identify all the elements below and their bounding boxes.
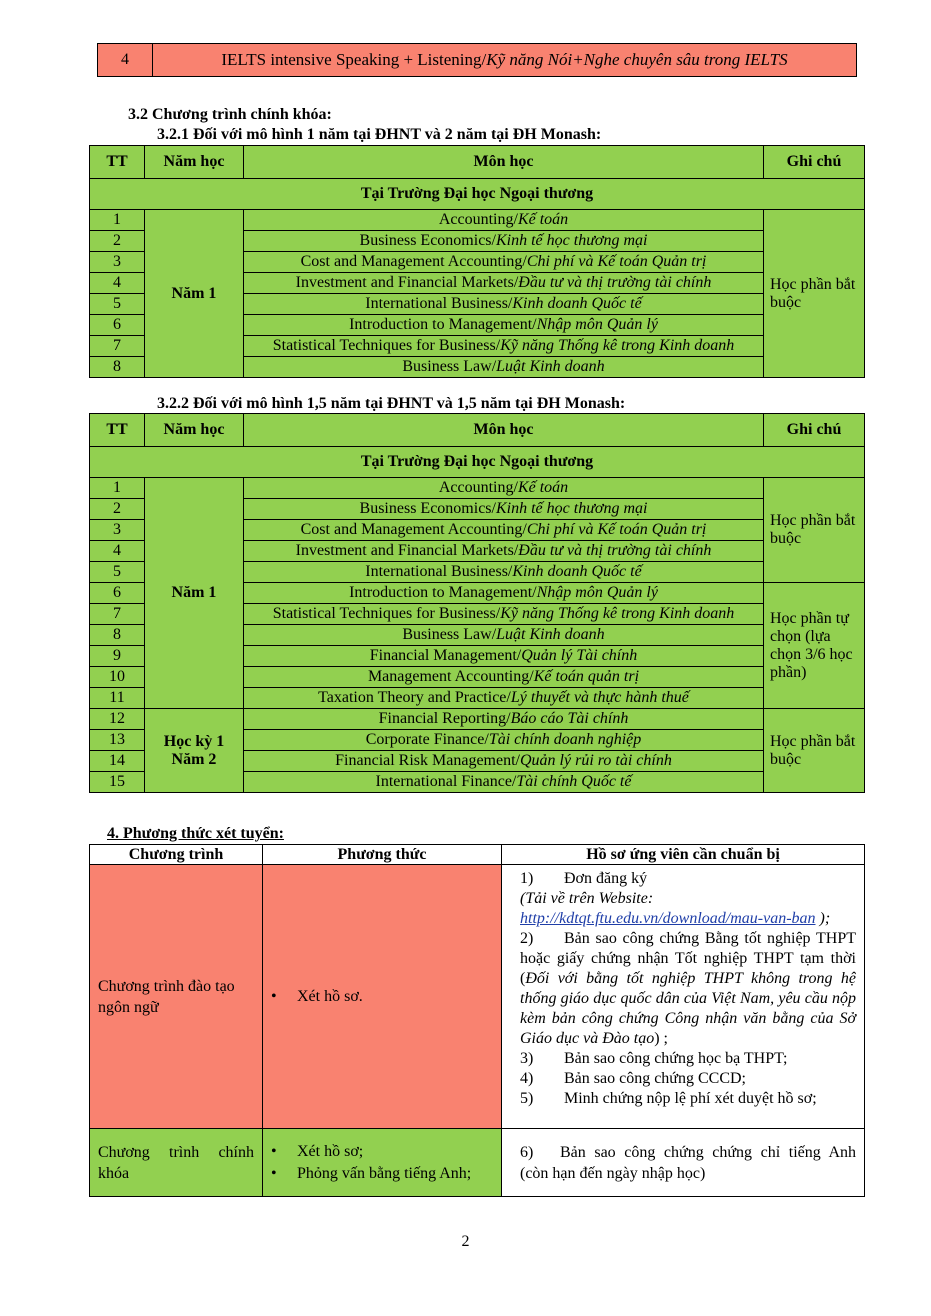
- row-number: 9: [90, 646, 145, 667]
- note-cell: Học phần tự chọn (lựa chọn 3/6 học phần): [764, 583, 865, 709]
- header-course: Môn học: [244, 146, 764, 179]
- course-cell: Investment and Financial Markets/Đầu tư và thị trường tài chính: [244, 541, 764, 562]
- row-number: 4: [98, 44, 153, 77]
- course-cell: Business Economics/Kinh tế học thương mại: [244, 231, 764, 252]
- program-main: Chương trình chính khóa: [90, 1129, 263, 1197]
- course-en: Accounting: [438, 479, 514, 496]
- course-vi: Chi phí và Kế toán Quản trị: [526, 521, 707, 538]
- row-number: 6: [90, 583, 145, 604]
- table-row: [90, 709, 865, 730]
- doc-item-2: 2) Bản sao công chứng Bằng tốt nghiệp THPT hoặc giấy chứng nhận Tốt nghiệp THPT tạm thời (Đối với bằng tốt nghiệp THPT không trong hệ thống giáo dục quốc dân của Việt Nam, yêu cầu nộp kèm bản công chứng Công nhận văn bằng của Sở Giáo dục và Đào tạo) ;: [520, 930, 856, 1047]
- row-number: 15: [90, 772, 145, 793]
- year-cell: Năm 1: [145, 478, 244, 709]
- course-vi: Báo cáo Tài chính: [510, 710, 629, 727]
- course-en: Introduction to Management: [349, 584, 533, 601]
- course-en: Cost and Management Accounting: [300, 253, 523, 270]
- row-number: 14: [90, 751, 145, 772]
- course-vi: Kế toán: [517, 211, 569, 228]
- section-3-2-title: 3.2 Chương trình chính khóa:: [128, 106, 332, 123]
- table-row: [90, 478, 865, 499]
- course-cell: Statistical Techniques for Business/Kỹ năng Thống kê trong Kinh doanh: [244, 336, 764, 357]
- admission-row-main: [90, 1129, 865, 1197]
- course-vi: Kinh doanh Quốc tế: [512, 563, 642, 580]
- course-cell: International Business/Kinh doanh Quốc tế: [244, 294, 764, 315]
- row-number: 3: [90, 520, 145, 541]
- course-vi: Kỹ năng Nói+Nghe chuyên sâu trong IELTS: [486, 50, 788, 69]
- row-number: 8: [90, 625, 145, 646]
- header-docs: Hồ sơ ứng viên cần chuẩn bị: [502, 845, 865, 865]
- course-en: Management Accounting: [367, 668, 530, 685]
- docs-language: [502, 865, 865, 1129]
- course-vi: Kỹ năng Thống kê trong Kinh doanh: [500, 605, 735, 622]
- course-vi: Tài chính Quốc tế: [516, 773, 632, 790]
- course-vi: Nhập môn Quản lý: [536, 584, 658, 601]
- program-language: Chương trình đào tạo ngôn ngữ: [90, 865, 263, 1129]
- row-number: 1: [90, 478, 145, 499]
- course-cell: Investment and Financial Markets/Đầu tư và thị trường tài chính: [244, 273, 764, 294]
- course-cell: Business Economics/Kinh tế học thương mại: [244, 499, 764, 520]
- course-en: Business Law: [402, 626, 492, 643]
- course-en: Accounting: [438, 211, 514, 228]
- course-en: Taxation Theory and Practice: [318, 689, 507, 706]
- doc-item-1-note: (Tải về trên Website: http://kdtqt.ftu.edu.vn/download/mau-van-ban );: [520, 890, 831, 927]
- header-tt: TT: [90, 146, 145, 179]
- admission-row-language: [90, 865, 865, 1129]
- course-en: Statistical Techniques for Business: [272, 605, 496, 622]
- method-item: • Xét hồ sơ.: [263, 986, 501, 1008]
- course-vi: Kinh doanh Quốc tế: [512, 295, 642, 312]
- download-link[interactable]: http://kdtqt.ftu.edu.vn/download/mau-van-ban: [520, 910, 816, 927]
- course-cell: Corporate Finance/Tài chính doanh nghiệp: [244, 730, 764, 751]
- doc-item-6: 6) Bản sao công chứng chứng chỉ tiếng Anh (còn hạn đến ngày nhập học): [520, 1143, 856, 1182]
- header-course: Môn học: [244, 414, 764, 447]
- course-vi: Nhập môn Quản lý: [536, 316, 658, 333]
- header-note: Ghi chú: [764, 414, 865, 447]
- course-cell: Financial Management/Quản lý Tài chính: [244, 646, 764, 667]
- doc-item-4: 4) Bản sao công chứng CCCD;: [520, 1070, 746, 1087]
- course-en: Financial Risk Management: [335, 752, 516, 769]
- note-cell: Học phần bắt buộc: [764, 478, 865, 583]
- course-vi: Kinh tế học thương mại: [495, 500, 648, 517]
- course-en: International Business: [365, 295, 508, 312]
- course-vi: Luật Kinh doanh: [496, 626, 605, 643]
- admission-table: [89, 844, 865, 1197]
- table-row: [90, 210, 865, 231]
- row-number: 5: [90, 294, 145, 315]
- course-vi: Luật Kinh doanh: [496, 358, 605, 375]
- course-en: Financial Reporting: [378, 710, 507, 727]
- curriculum-table-1: [89, 145, 865, 378]
- row-number: 8: [90, 357, 145, 378]
- school-row: Tại Trường Đại học Ngoại thương: [90, 179, 865, 210]
- course-cell: Business Law/Luật Kinh doanh: [244, 625, 764, 646]
- header-tt: TT: [90, 414, 145, 447]
- course-vi: Quản lý rủi ro tài chính: [520, 752, 672, 769]
- course-en: Business Economics: [359, 500, 492, 517]
- method-main: [263, 1129, 502, 1197]
- course-cell: International Business/Kinh doanh Quốc tế: [244, 562, 764, 583]
- course-en: Business Law: [402, 358, 492, 375]
- course-cell: Business Law/Luật Kinh doanh: [244, 357, 764, 378]
- course-en: International Finance: [375, 773, 512, 790]
- course-cell: Introduction to Management/Nhập môn Quản lý: [244, 315, 764, 336]
- course-vi: Kế toán: [517, 479, 569, 496]
- doc-item-5: 5) Minh chứng nộp lệ phí xét duyệt hồ sơ;: [520, 1090, 817, 1107]
- row-number: 4: [90, 541, 145, 562]
- row-number: 6: [90, 315, 145, 336]
- header-year: Năm học: [145, 414, 244, 447]
- curriculum-table-2: [89, 413, 865, 793]
- course-en: Introduction to Management: [349, 316, 533, 333]
- row-number: 5: [90, 562, 145, 583]
- course-en: IELTS intensive Speaking + Listening: [221, 50, 482, 69]
- method-item: • Xét hồ sơ;: [263, 1141, 501, 1163]
- row-number: 13: [90, 730, 145, 751]
- ielts-row-table: [97, 43, 857, 77]
- row-number: 3: [90, 252, 145, 273]
- course-cell: IELTS intensive Speaking + Listening/Kỹ năng Nói+Nghe chuyên sâu trong IELTS: [153, 44, 857, 77]
- table-header-row: [90, 414, 865, 447]
- course-cell: Cost and Management Accounting/Chi phí và Kế toán Quản trị: [244, 252, 764, 273]
- page-number: 2: [461, 1233, 470, 1250]
- section-3-2-1-title: 3.2.1 Đối với mô hình 1 năm tại ĐHNT và 2 năm tại ĐH Monash:: [157, 126, 602, 143]
- header-note: Ghi chú: [764, 146, 865, 179]
- admission-header-row: [90, 845, 865, 865]
- course-vi: Kỹ năng Thống kê trong Kinh doanh: [500, 337, 735, 354]
- header-method: Phương thức: [263, 845, 502, 865]
- table-header-row: [90, 146, 865, 179]
- doc-item-1: 1) Đơn đăng ký: [520, 870, 648, 887]
- course-vi: Lý thuyết và thực hành thuế: [510, 689, 689, 706]
- course-cell: Cost and Management Accounting/Chi phí và Kế toán Quản trị: [244, 520, 764, 541]
- course-en: Statistical Techniques for Business: [272, 337, 496, 354]
- course-cell: Accounting/Kế toán: [244, 210, 764, 231]
- note-cell: Học phần bắt buộc: [764, 210, 865, 378]
- course-vi: Chi phí và Kế toán Quản trị: [526, 253, 707, 270]
- course-en: Investment and Financial Markets: [295, 542, 514, 559]
- course-cell: Management Accounting/Kế toán quản trị: [244, 667, 764, 688]
- course-vi: Đầu tư và thị trường tài chính: [518, 274, 712, 291]
- year-cell: Học kỳ 1 Năm 2: [145, 709, 244, 793]
- docs-main: [502, 1129, 865, 1197]
- section-4-title: 4. Phương thức xét tuyển:: [107, 825, 284, 842]
- row-number: 4: [90, 273, 145, 294]
- course-cell: Accounting/Kế toán: [244, 478, 764, 499]
- course-en: Investment and Financial Markets: [295, 274, 514, 291]
- course-vi: Kế toán quản trị: [533, 668, 640, 685]
- header-year: Năm học: [145, 146, 244, 179]
- course-en: Corporate Finance: [365, 731, 485, 748]
- course-cell: Taxation Theory and Practice/Lý thuyết và thực hành thuế: [244, 688, 764, 709]
- row-number: 2: [90, 499, 145, 520]
- row-number: 1: [90, 210, 145, 231]
- row-number: 7: [90, 336, 145, 357]
- year-cell: Năm 1: [145, 210, 244, 378]
- course-cell: Financial Reporting/Báo cáo Tài chính: [244, 709, 764, 730]
- course-en: Cost and Management Accounting: [300, 521, 523, 538]
- course-vi: Tài chính doanh nghiệp: [488, 731, 642, 748]
- course-cell: Statistical Techniques for Business/Kỹ năng Thống kê trong Kinh doanh: [244, 604, 764, 625]
- header-program: Chương trình: [90, 845, 263, 865]
- course-en: Financial Management: [369, 647, 517, 664]
- note-cell: Học phần bắt buộc: [764, 709, 865, 793]
- row-number: 2: [90, 231, 145, 252]
- school-row: Tại Trường Đại học Ngoại thương: [90, 447, 865, 478]
- course-cell: Financial Risk Management/Quản lý rủi ro tài chính: [244, 751, 764, 772]
- course-cell: International Finance/Tài chính Quốc tế: [244, 772, 764, 793]
- row-number: 12: [90, 709, 145, 730]
- course-cell: Introduction to Management/Nhập môn Quản lý: [244, 583, 764, 604]
- course-vi: Quản lý Tài chính: [521, 647, 638, 664]
- row-number: 7: [90, 604, 145, 625]
- method-language: [263, 865, 502, 1129]
- course-en: Business Economics: [359, 232, 492, 249]
- course-vi: Kinh tế học thương mại: [495, 232, 648, 249]
- course-en: International Business: [365, 563, 508, 580]
- row-number: 11: [90, 688, 145, 709]
- section-3-2-2-title: 3.2.2 Đối với mô hình 1,5 năm tại ĐHNT và 1,5 năm tại ĐH Monash:: [157, 395, 626, 412]
- row-number: 10: [90, 667, 145, 688]
- method-item: • Phỏng vấn bằng tiếng Anh;: [263, 1163, 501, 1185]
- doc-item-3: 3) Bản sao công chứng học bạ THPT;: [520, 1050, 788, 1067]
- course-vi: Đầu tư và thị trường tài chính: [518, 542, 712, 559]
